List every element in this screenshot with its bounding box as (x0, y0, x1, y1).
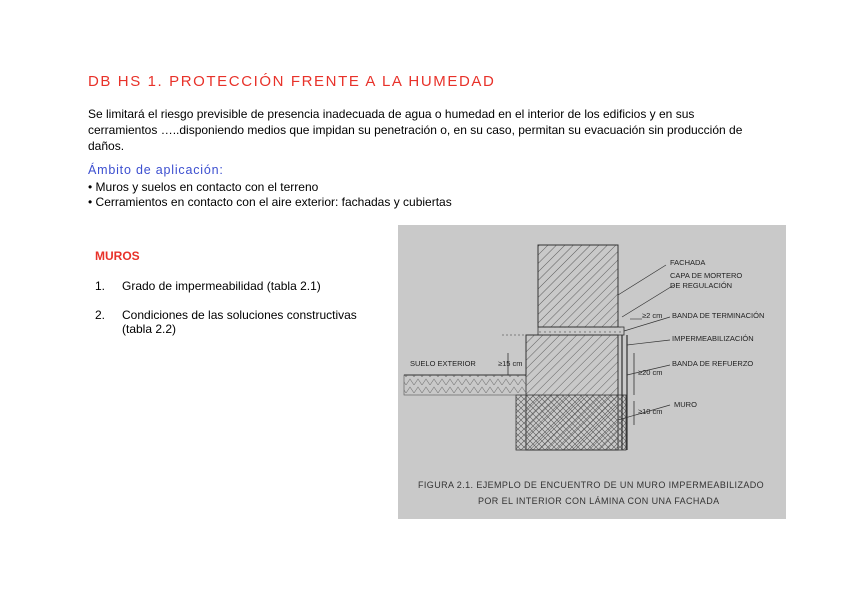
foundation-block (516, 395, 626, 450)
exterior-ground (404, 375, 526, 395)
muros-item (95, 279, 370, 294)
item-number: 2. (95, 307, 106, 322)
termination-band (538, 327, 624, 335)
item-number: 1. (95, 279, 106, 293)
label-dim-15: ≥15 cm (498, 359, 523, 368)
page-title: DB HS 1. PROTECCIÓN FRENTE A LA HUMEDAD (88, 73, 496, 90)
muros-item (95, 308, 370, 337)
figure-caption-line2: POR EL INTERIOR CON LÁMINA CON UNA FACHADA (478, 496, 720, 506)
muros-list (95, 279, 370, 351)
label-capa-1: CAPA DE MORTERO (670, 271, 743, 280)
item-text: Grado de impermeabilidad (tabla 2.1) (122, 279, 321, 293)
label-impermeabilizacion: IMPERMEABILIZACIÓN (672, 334, 754, 343)
item-text: Condiciones de las soluciones constructivas (tabla 2.2) (122, 307, 357, 336)
figure-caption-line1: FIGURA 2.1. EJEMPLO DE ENCUENTRO DE UN MURO IMPERMEABILIZADO (418, 480, 765, 490)
label-dim-10: ≥10 cm (638, 407, 663, 416)
label-muro: MURO (674, 400, 697, 409)
scope-item: • Cerramientos en contacto con el aire exterior: fachadas y cubiertas (88, 194, 452, 209)
scope-list (88, 180, 452, 209)
muros-heading: MUROS (95, 249, 140, 263)
label-banda-terminacion: BANDA DE TERMINACIÓN (672, 311, 765, 320)
label-dim-2: ≥2 cm (642, 311, 663, 320)
label-banda-refuerzo: BANDA DE REFUERZO (672, 359, 754, 368)
label-suelo-exterior: SUELO EXTERIOR (410, 359, 476, 368)
facade-block (538, 245, 618, 327)
scope-heading: Ámbito de aplicación: (88, 163, 224, 177)
label-fachada: FACHADA (670, 258, 706, 267)
label-dim-20: ≥20 cm (638, 368, 663, 377)
label-capa-2: DE REGULACIÓN (670, 281, 733, 290)
scope-item: • Muros y suelos en contacto con el terreno (88, 180, 319, 194)
figure-wall-waterproofing (398, 225, 786, 519)
wall-section-diagram (398, 225, 786, 519)
intro-paragraph: Se limitará el riesgo previsible de presencia inadecuada de agua o humedad en el interior de los edificios y en sus cerramientos …..disponiendo medios que impidan su penetración o, en su caso, permitan su evacuación sin producción de daños. (88, 107, 743, 153)
